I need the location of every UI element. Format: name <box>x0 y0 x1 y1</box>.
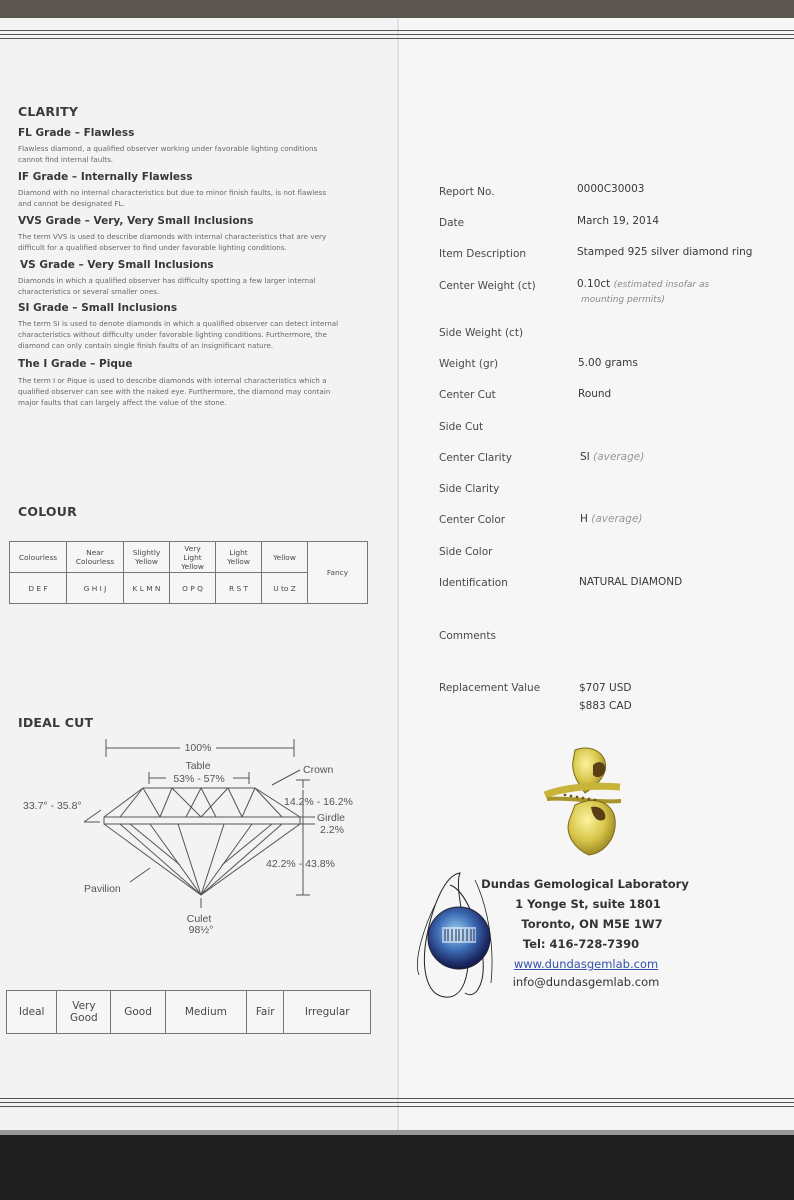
colour-fancy-cell: Fancy <box>308 542 368 604</box>
bottom-border-line <box>0 1106 794 1107</box>
report-label: Report No. <box>439 186 495 198</box>
bottom-border-line <box>0 1098 794 1099</box>
report-value: 0.10ct (estimated insofar as <box>577 278 710 290</box>
report-value: $707 USD <box>579 682 632 694</box>
report-label: Center Cut <box>439 389 496 401</box>
grade-description: The term SI is used to denote diamonds in which a qualified observer can detect internal characteristics without difficulty under favorable lighting conditions. Furthermore, the diamond can only contain single finish faults of an insignificant nature. <box>18 319 339 350</box>
lab-website-link[interactable]: www.dundasgemlab.com <box>513 957 659 971</box>
cut-grade-cell: Medium <box>165 991 246 1034</box>
colour-name-cell: Light Yellow <box>216 542 262 573</box>
report-label: Identification <box>439 577 508 589</box>
report-label: Side Clarity <box>439 483 500 495</box>
report-label: Side Color <box>439 546 493 558</box>
grade-title: IF Grade – Internally Flawless <box>18 171 193 183</box>
report-label: Center Color <box>439 514 506 526</box>
grade-title: VVS Grade – Very, Very Small Inclusions <box>18 215 254 227</box>
report-label: Side Cut <box>439 421 484 433</box>
colour-name-cell: Very Light Yellow <box>170 542 216 573</box>
background-surface <box>0 1135 794 1200</box>
crown-label: Crown <box>303 764 334 776</box>
center-fold <box>397 18 399 1138</box>
report-value: SI (average) <box>580 451 645 463</box>
clarity-heading: CLARITY <box>18 104 79 119</box>
report-label: Comments <box>439 630 496 642</box>
table-range-label: 53% - 57% <box>173 773 225 785</box>
pavilion-label: Pavilion <box>84 883 121 895</box>
report-label: Center Weight (ct) <box>439 280 536 292</box>
report-value-note: mounting permits) <box>581 295 665 305</box>
colour-name-cell: Slightly Yellow <box>124 542 170 573</box>
background-strip <box>0 0 794 20</box>
report-value: Round <box>578 388 612 400</box>
report-value: 5.00 grams <box>578 357 638 369</box>
cut-grade-cell: Fair <box>247 991 284 1034</box>
cut-grade-cell: Very Good <box>57 991 111 1034</box>
colour-code-cell: G H I J <box>67 573 124 604</box>
colour-code-cell: U to Z <box>262 573 308 604</box>
lab-email: info@dundasgemlab.com <box>512 975 660 989</box>
table-label: Table <box>185 760 211 772</box>
crown-range-label: 14.2% - 16.2% <box>284 796 353 808</box>
report-label: Item Description <box>439 248 527 260</box>
colour-code-cell: K L M N <box>124 573 170 604</box>
report-value: H (average) <box>580 513 643 525</box>
colour-scale-table <box>9 541 368 604</box>
culet-value-label: 98½° <box>188 924 214 936</box>
report-label: Side Weight (ct) <box>439 327 524 339</box>
grade-description: The term VVS is used to describe diamonds with internal characteristics that are very difficult for a qualified observer to find under favorable lighting conditions. <box>18 232 327 252</box>
girdle-value-label: 2.2% <box>320 824 344 836</box>
grade-description: Diamond with no internal characteristics but due to minor finish faults, is not flawless and cannot be designated FL. <box>18 188 327 208</box>
diamond-proportions-diagram <box>0 730 390 940</box>
colour-code-cell: R S T <box>216 573 262 604</box>
colour-name-cell: Colourless <box>10 542 67 573</box>
girdle-label: Girdle <box>317 812 346 824</box>
report-value: 0000C30003 <box>577 183 645 195</box>
top-border-line <box>0 38 794 39</box>
report-label: Replacement Value <box>439 682 541 694</box>
lab-phone: Tel: 416-728-7390 <box>522 937 640 951</box>
lab-name: Dundas Gemological Laboratory <box>481 877 689 891</box>
ideal-cut-heading: IDEAL CUT <box>18 715 94 730</box>
cut-grade-cell: Ideal <box>7 991 57 1034</box>
grade-description: The term I or Pique is used to describe diamonds with internal characteristics which a qualified observer can see with the naked eye. Furthermore, the diamond may contain major faults that can largely affect the value of the stone. <box>18 376 331 407</box>
grade-title: The I Grade – Pique <box>18 358 133 370</box>
lab-address-line2: Toronto, ON M5E 1W7 <box>521 917 663 931</box>
grade-title: FL Grade – Flawless <box>18 127 135 139</box>
report-value: Stamped 925 silver diamond ring <box>577 246 753 258</box>
colour-code-cell: O P Q <box>170 573 216 604</box>
report-value: March 19, 2014 <box>577 215 660 227</box>
cut-grade-cell: Irregular <box>284 991 371 1034</box>
colour-code-cell: D E F <box>10 573 67 604</box>
culet-label: Culet <box>186 913 212 925</box>
grade-title: VS Grade – Very Small Inclusions <box>20 259 214 271</box>
report-value: $883 CAD <box>579 700 632 712</box>
grade-description: Flawless diamond, a qualified observer working under favorable lighting conditions cannot find internal faults. <box>18 144 318 164</box>
cut-grade-cell: Good <box>111 991 165 1034</box>
grade-title: SI Grade – Small Inclusions <box>18 302 178 314</box>
lab-address-line1: 1 Yonge St, suite 1801 <box>515 897 661 911</box>
ring-photo <box>535 745 645 860</box>
colour-name-cell: Near Colourless <box>67 542 124 573</box>
width-label: 100% <box>184 742 212 754</box>
report-label: Date <box>439 217 465 229</box>
grade-description: Diamonds in which a qualified observer has difficulty spotting a few larger internal characteristics or several smaller ones. <box>18 276 316 296</box>
top-border-line <box>0 34 794 35</box>
colour-heading: COLOUR <box>18 504 77 519</box>
pavilion-range-label: 42.2% - 43.8% <box>266 858 335 870</box>
bottom-border-line <box>0 1102 794 1103</box>
crown-angle-label: 33.7° - 35.8° <box>23 800 82 812</box>
cut-grade-table <box>6 990 371 1034</box>
top-border-line <box>0 30 794 31</box>
report-label: Weight (gr) <box>439 358 499 370</box>
report-label: Center Clarity <box>439 452 512 464</box>
report-value: NATURAL DIAMOND <box>579 576 683 588</box>
colour-name-cell: Yellow <box>262 542 308 573</box>
